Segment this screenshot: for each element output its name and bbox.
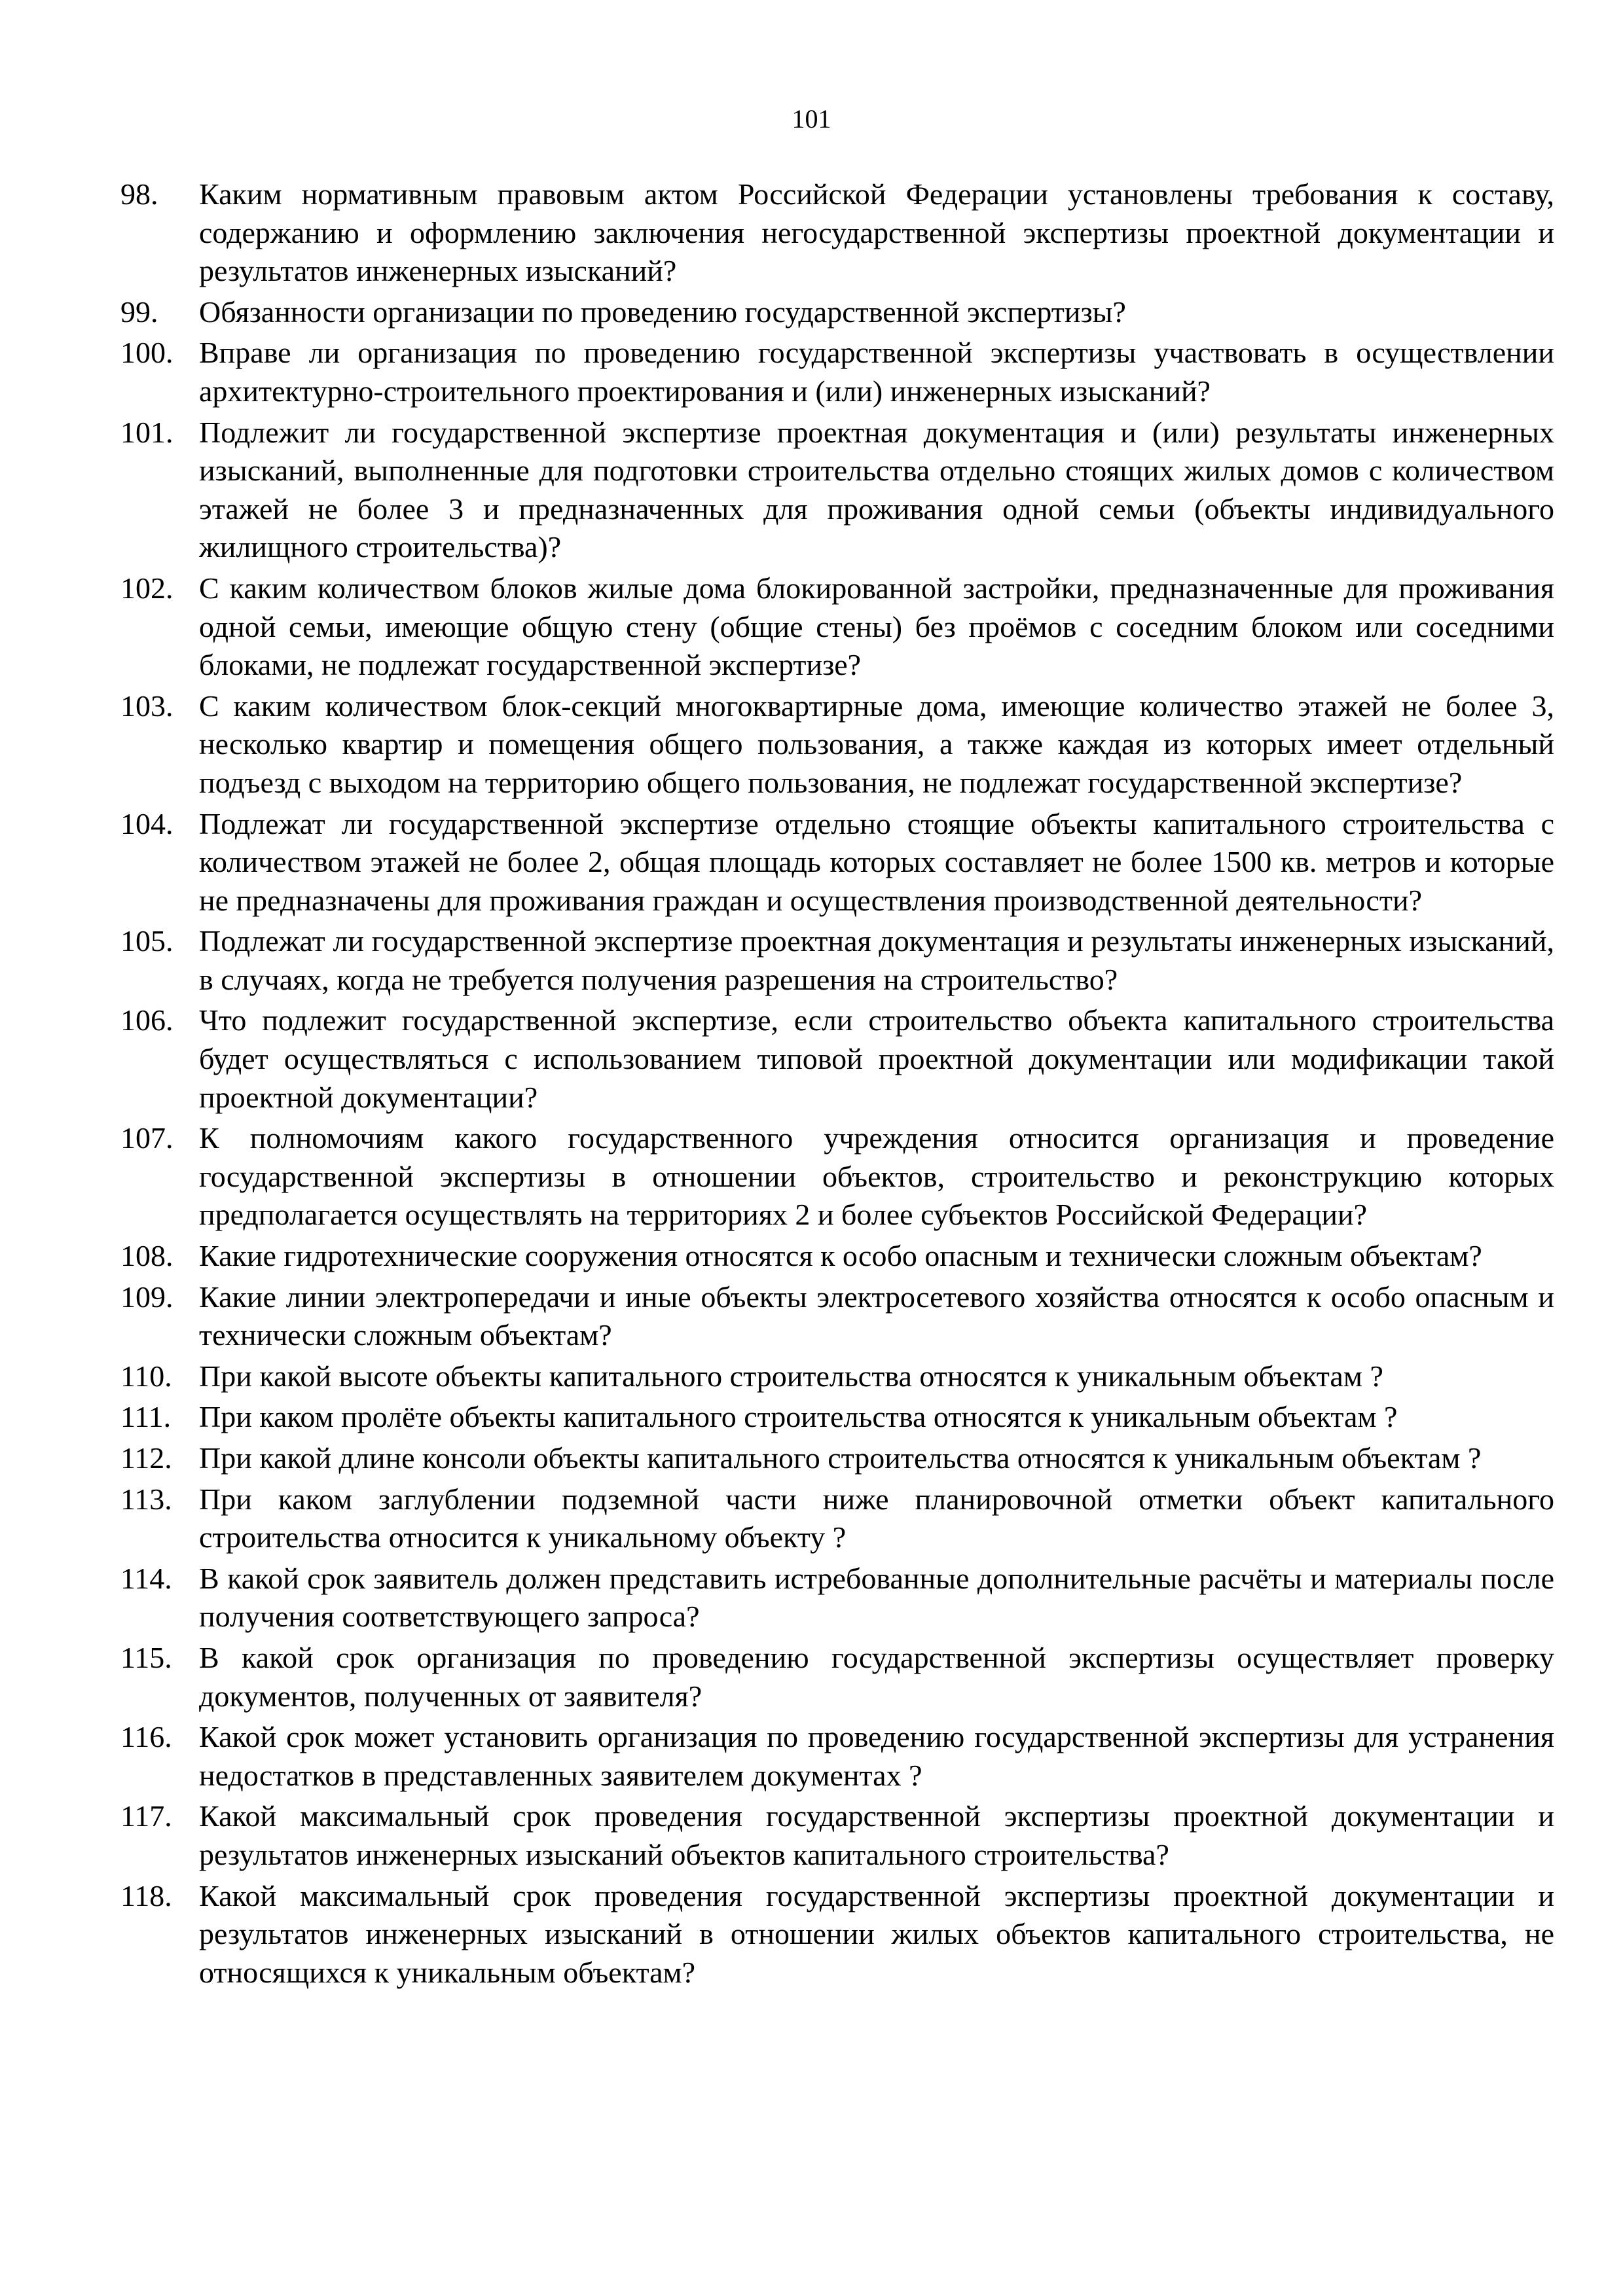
question-text: Какой максимальный срок проведения государственной экспертизы проектной документации и результатов инженерных изысканий в отношении жилых объектов капитального строительства, не относящихся к уникальным объектам?: [199, 1878, 1554, 1989]
question-text: Подлежат ли государственной экспертизе отдельно стоящие объекты капитального строительства с количеством этажей не более 2, общая площадь которых составляет не более 1500 кв. метров и которые не предназначены для проживания граждан и осуществления производственной деятельности?: [199, 806, 1554, 917]
page-number: 101: [792, 104, 831, 134]
question-text: Какой максимальный срок проведения государственной экспертизы проектной документации и результатов инженерных изысканий объектов капитального строительства?: [199, 1799, 1554, 1871]
question-number: 104.: [120, 806, 173, 840]
question-item: [120, 1119, 1554, 1234]
question-number: 99.: [120, 295, 158, 329]
question-text: При какой длине консоли объекты капитального строительства относятся к уникальным объектам ?: [199, 1441, 1482, 1475]
question-number: 118.: [120, 1878, 172, 1912]
question-number: 102.: [120, 571, 173, 605]
question-number: 109.: [120, 1280, 173, 1314]
question-item: [120, 1877, 1554, 1992]
question-number: 100.: [120, 336, 173, 370]
question-number: 115.: [120, 1640, 172, 1674]
question-text: Что подлежит государственной экспертизе, если строительство объекта капитального строительства будет осуществляться с использованием типовой проектной документации или модификации такой проектной документации?: [199, 1003, 1554, 1114]
question-item: [120, 569, 1554, 685]
question-text: При каком заглублении подземной части ниже планировочной отметки объект капитального строительства относится к уникальному объекту ?: [199, 1482, 1554, 1554]
question-number: 110.: [120, 1359, 172, 1393]
question-text: Какие гидротехнические сооружения относятся к особо опасным и технически сложным объектам?: [199, 1239, 1482, 1273]
question-number: 111.: [120, 1400, 172, 1434]
question-text: Какие линии электропередачи и иные объекты электросетевого хозяйства относятся к особо опасным и технически сложным объектам?: [199, 1280, 1554, 1352]
question-text: Какой срок может установить организация по проведению государственной экспертизы для устранения недостатков в представленных заявителем документах ?: [199, 1720, 1554, 1792]
question-number: 105.: [120, 924, 173, 958]
question-item: [120, 1398, 1554, 1437]
question-text: Обязанности организации по проведению государственной экспертизы?: [199, 295, 1126, 329]
question-item: [120, 1237, 1554, 1276]
question-text: С каким количеством блоков жилые дома блокированной застройки, предназначенные для проживания одной семьи, имеющие общую стену (общие стены) без проёмов с соседним блоком или соседними блоками, не подлежат государственной экспертизе?: [199, 571, 1554, 682]
question-number: 106.: [120, 1003, 173, 1037]
question-item: [120, 1278, 1554, 1355]
question-number: 113.: [120, 1482, 172, 1516]
question-text: В какой срок заявитель должен представить истребованные дополнительные расчёты и материалы после получения соответствующего запроса?: [199, 1561, 1554, 1634]
question-text: Вправе ли организация по проведению государственной экспертизы участвовать в осуществлении архитектурно-строительного проектирования и (или) инженерных изысканий?: [199, 336, 1554, 408]
question-number: 112.: [120, 1441, 172, 1475]
question-text: При какой высоте объекты капитального строительства относятся к уникальным объектам ?: [199, 1359, 1383, 1393]
question-item: [120, 414, 1554, 567]
question-item: [120, 1718, 1554, 1795]
question-item: [120, 1439, 1554, 1478]
question-text: К полномочиям какого государственного учреждения относится организация и проведение государственной экспертизы в отношении объектов, строительство и реконструкцию которых предполагается осуществлять на территориях 2 и более субъектов Российской Федерации?: [199, 1121, 1554, 1232]
question-item: [120, 1357, 1554, 1396]
question-item: [120, 175, 1554, 291]
question-item: [120, 334, 1554, 410]
question-number: 98.: [120, 177, 158, 211]
question-item: [120, 1797, 1554, 1874]
question-item: [120, 805, 1554, 920]
question-number: 107.: [120, 1121, 173, 1155]
question-item: [120, 1639, 1554, 1715]
question-text: Подлежат ли государственной экспертизе проектная документация и результаты инженерных изысканий, в случаях, когда не требуется получения разрешения на строительство?: [199, 924, 1554, 996]
question-number: 114.: [120, 1561, 172, 1595]
question-text: При каком пролёте объекты капитального строительства относятся к уникальным объектам ?: [199, 1400, 1398, 1434]
question-text: С каким количеством блок-секций многоквартирные дома, имеющие количество этажей не более 3, несколько квартир и помещения общего пользования, а также каждая из которых имеет отдельный подъезд с выходом на территорию общего пользования, не подлежат государственной экспертизе?: [199, 689, 1554, 799]
question-text: Подлежит ли государственной экспертизе проектная документация и (или) результаты инженерных изысканий, выполненные для подготовки строительства отдельно стоящих жилых домов с количеством этажей не более 3 и предназначенных для проживания одной семьи (объекты индивидуального жилищного строительства)?: [199, 415, 1554, 564]
question-item: [120, 687, 1554, 802]
question-item: [120, 1001, 1554, 1117]
question-number: 117.: [120, 1799, 172, 1833]
question-number: 108.: [120, 1239, 173, 1273]
question-item: [120, 1560, 1554, 1636]
question-item: [120, 293, 1554, 332]
question-number: 101.: [120, 415, 173, 449]
question-item: [120, 1480, 1554, 1557]
question-item: [120, 922, 1554, 999]
question-number: 103.: [120, 689, 173, 723]
question-text: В какой срок организация по проведению государственной экспертизы осуществляет проверку документов, полученных от заявителя?: [199, 1640, 1554, 1713]
question-number: 116.: [120, 1720, 172, 1754]
question-list: [120, 175, 1554, 1994]
question-text: Каким нормативным правовым актом Российской Федерации установлены требования к составу, содержанию и оформлению заключения негосударственной экспертизы проектной документации и результатов инженерных изысканий?: [199, 177, 1554, 288]
